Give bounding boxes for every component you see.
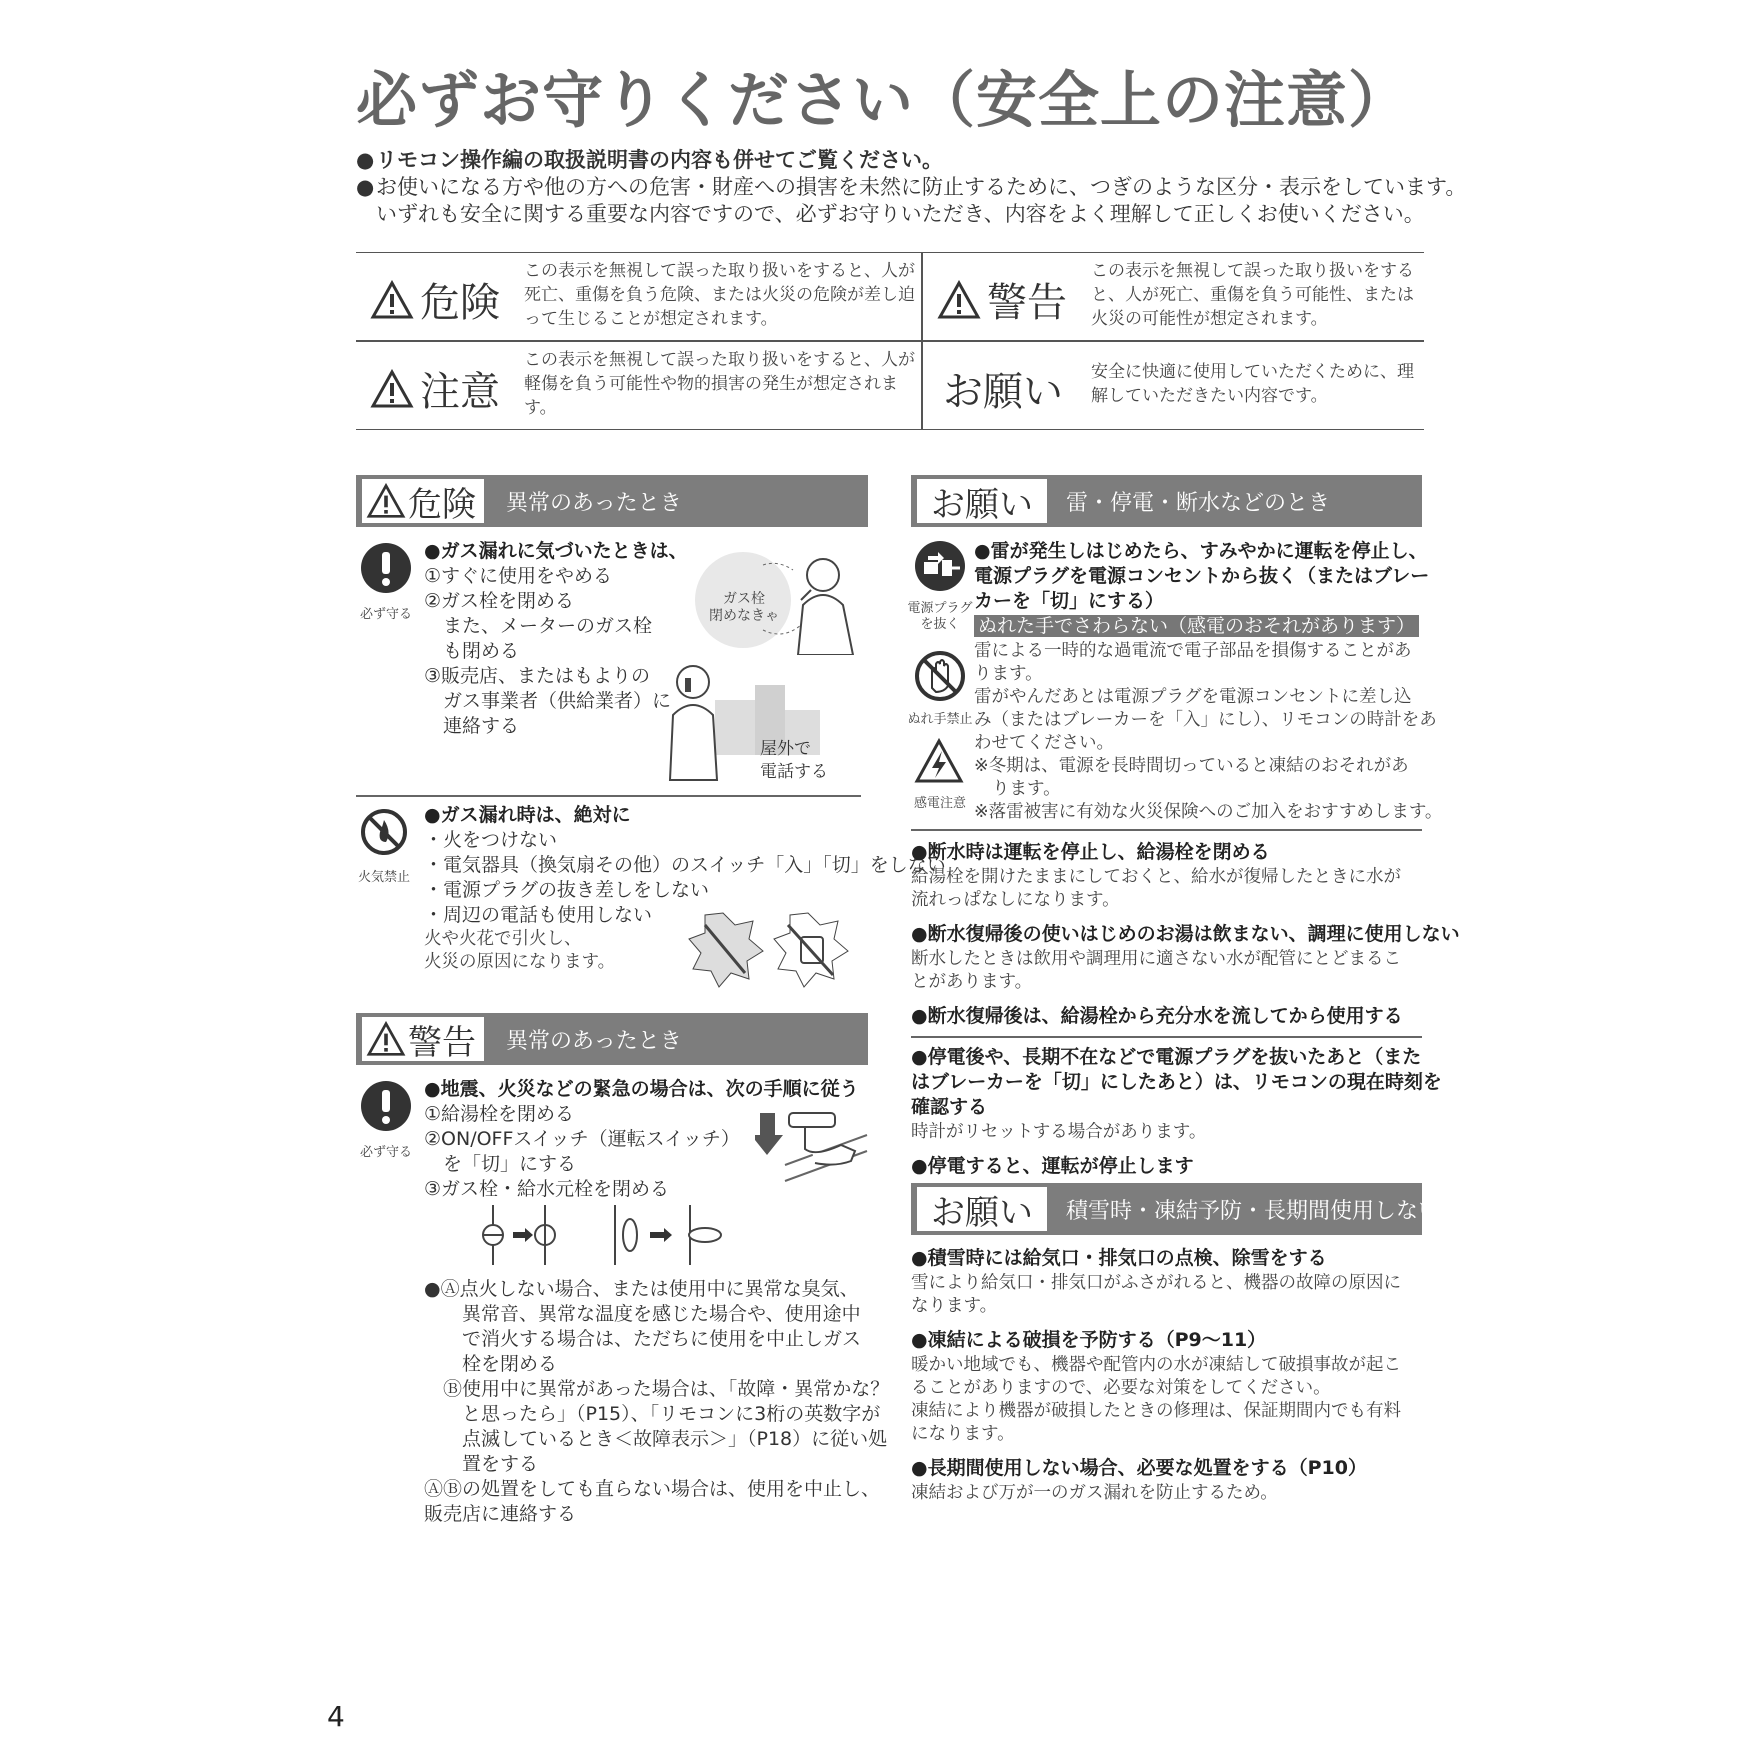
power-heading: はブレーカーを「切」にしたあと）は、リモコンの現在時刻を — [911, 1071, 1442, 1093]
legend-request: お願い 安全に快適に使用していただくために、理解していただきたい内容です。 — [923, 342, 1483, 428]
thunder-note: み（またはブレーカーを「入」にし）、リモコンの時計をあ — [974, 710, 1437, 730]
no-fire-icon — [360, 808, 408, 856]
water-cut-heading: ●断水時は運転を停止し、給湯栓を閉める — [911, 841, 1270, 863]
snow-note: 凍結および万が一のガス漏れを防止するため。 — [911, 1483, 1278, 1503]
snow-note: ることがありますので、必要な対策をしてください。 — [911, 1378, 1331, 1398]
no-fire-item: ・火をつけない — [424, 829, 558, 851]
abnormal-item: 販売店に連絡する — [424, 1503, 577, 1525]
warning-triangle-icon — [366, 483, 406, 519]
faucet-illustration — [755, 1105, 870, 1185]
signal-word-legend — [356, 252, 1424, 430]
warning-triangle-icon — [370, 280, 414, 320]
no-fire-item: ・電気器具（換気扇その他）のスイッチ「入」「切」をしない — [424, 854, 946, 876]
intro-line-3: いずれも安全に関する重要な内容ですので、必ずお守りいただき、内容をよく理解して正しくお使いください。 — [376, 202, 1425, 226]
electric-shock-icon — [914, 738, 964, 784]
gas-leak-step: ②ガス栓を閉める — [424, 590, 575, 612]
power-heading: 確認する — [911, 1096, 988, 1118]
no-fire-item: ・周辺の電話も使用しない — [424, 904, 653, 926]
legend-request-desc: 安全に快適に使用していただくために、理解していただきたい内容です。 — [1091, 362, 1414, 406]
snow-heading: ●凍結による破損を予防する（P9～11） — [911, 1329, 1267, 1351]
abnormal-item: 点滅しているとき＜故障表示＞」（P18）に従い処 — [462, 1428, 888, 1450]
divider — [356, 795, 861, 797]
gas-leak-step: ガス事業者（供給業者）に — [443, 690, 672, 712]
legend-caution: 注意 この表示を無視して誤った取り扱いをすると、人が軽傷を負う可能性や物的損害の発生が想定されます。 — [356, 342, 916, 428]
snow-heading: ●積雪時には給気口・排気口の点検、除雪をする — [911, 1247, 1327, 1269]
must-obey-caption: 必ず守る — [359, 1145, 412, 1160]
intro-line-1: ●リモコン操作編の取扱説明書の内容も併せてご覧ください。 — [356, 148, 943, 172]
water-cut-heading: ●断水復帰後の使いはじめのお湯は飲まない、調理に使用しない — [911, 923, 1460, 945]
intro-line-2: ●お使いになる方や他の方への危害・財産への損害を未然に防止するために、つぎのような区分・表示をしています。 — [356, 175, 1467, 199]
thunder-note: 雷による一時的な過電流で電子部品を損傷することがあ — [974, 641, 1412, 661]
speech-bubble-text: 閉めなきゃ — [709, 608, 779, 624]
outside-caption: 屋外で — [760, 739, 811, 759]
snow-note: 凍結により機器が破損したときの修理は、保証期間内でも有料 — [911, 1401, 1401, 1421]
abnormal-item: ⒶⒷの処置をしても直らない場合は、使用を中止し、 — [424, 1478, 881, 1500]
thunder-section-header: お願い 雷・停電・断水などのとき — [911, 475, 1422, 527]
legend-caution-desc: この表示を無視して誤った取り扱いをすると、人が軽傷を負う可能性や物的損害の発生が想定されます。 — [524, 350, 915, 418]
gas-leak-step: また、メーターのガス栓 — [443, 615, 653, 637]
must-obey-icon — [360, 542, 412, 594]
page-number: 4 — [327, 1700, 345, 1733]
abnormal-item: で消火する場合は、ただちに使用を中止しガス — [462, 1328, 862, 1350]
legend-danger-desc: この表示を無視して誤った取り扱いをすると、人が死亡、重傷を負う危険、または火災の危険が差し迫って生じることが想定されます。 — [524, 261, 915, 329]
power-note: 時計がリセットする場合があります。 — [911, 1122, 1207, 1142]
snow-note: になります。 — [911, 1424, 1015, 1444]
water-cut-note: とがあります。 — [911, 972, 1033, 992]
abnormal-item: 栓を閉める — [462, 1353, 558, 1375]
thunder-note: ります。 — [992, 779, 1061, 799]
thunder-heading: 電源プラグを電源コンセントから抜く（またはブレー — [974, 565, 1430, 587]
unplug-caption: を抜く — [920, 617, 960, 632]
no-fire-note: 火災の原因になります。 — [424, 952, 616, 972]
no-fire-heading: ●ガス漏れ時は、絶対に — [424, 804, 631, 826]
water-cut-note: 流れっぱなしになります。 — [911, 890, 1120, 910]
must-obey-icon — [360, 1080, 412, 1132]
unplug-icon — [914, 540, 966, 592]
no-fire-note: 火や火花で引火し、 — [424, 929, 582, 949]
warning-triangle-icon — [370, 369, 414, 409]
gas-leak-step: ①すぐに使用をやめる — [424, 565, 613, 587]
snow-note: 暖かい地域でも、機器や配管内の水が凍結して破損事故が起こ — [911, 1355, 1401, 1375]
unplug-caption: 電源プラグ — [907, 601, 973, 616]
snow-section-header: お願い 積雪時・凍結予防・長期間使用しないとき — [911, 1183, 1422, 1235]
gas-leak-step: 連絡する — [443, 715, 520, 737]
legend-warning-desc: この表示を無視して誤った取り扱いをすると、人が死亡、重傷を負う可能性、または火災の可能性が想定されます。 — [1091, 261, 1414, 329]
snow-heading: ●長期間使用しない場合、必要な処置をする（P10） — [911, 1457, 1367, 1479]
thunder-heading: ●雷が発生しはじめたら、すみやかに運転を停止し、 — [974, 540, 1428, 562]
abnormal-item: と思ったら」（P15）、「リモコンに3桁の英数字が — [462, 1403, 881, 1425]
power-heading: ●停電すると、運転が停止します — [911, 1155, 1194, 1177]
warning-triangle-icon — [937, 280, 981, 320]
no-wet-hands-icon — [914, 650, 966, 702]
snow-note: 雪により給気口・排気口がふさがれると、機器の故障の原因に — [911, 1273, 1401, 1293]
divider — [911, 829, 1422, 831]
thunder-note: ※落雷被害に有効な火災保険へのご加入をおすすめします。 — [974, 802, 1443, 822]
snow-note: なります。 — [911, 1296, 998, 1316]
divider — [911, 1036, 1422, 1038]
abnormal-item: 異常音、異常な温度を感じた場合や、使用途中 — [462, 1303, 861, 1325]
thunder-note: ります。 — [974, 664, 1043, 684]
page-title: 必ずお守りください（安全上の注意） — [356, 65, 1411, 136]
water-cut-heading: ●断水復帰後は、給湯栓から充分水を流してから使用する — [911, 1005, 1403, 1027]
emergency-step: ①給湯栓を閉める — [424, 1103, 575, 1125]
abnormal-item: 置をする — [462, 1453, 539, 1475]
thunder-note: わせてください。 — [974, 733, 1114, 753]
warning-section-header: 警告 異常のあったとき — [356, 1013, 868, 1065]
emergency-step: ②ON/OFFスイッチ（運転スイッチ） — [424, 1128, 740, 1150]
water-cut-note: 給湯栓を開けたままにしておくと、給水が復帰したときに水が — [911, 867, 1401, 887]
spark-hazard-illustration — [683, 903, 858, 993]
legend-danger: 危険 この表示を無視して誤った取り扱いをすると、人が死亡、重傷を負う危険、または火災の危険が差し迫って生じることが想定されます。 — [356, 253, 916, 339]
valve-closing-diagram — [475, 1205, 735, 1265]
thunder-note: 雷がやんだあとは電源プラグを電源コンセントに差し込 — [974, 687, 1412, 707]
outside-caption: 電話する — [760, 762, 828, 782]
legend-warning: 警告 この表示を無視して誤った取り扱いをすると、人が死亡、重傷を負う可能性、または火災の可能性が想定されます。 — [923, 253, 1483, 339]
thunder-heading: カーを「切」にする） — [974, 590, 1165, 612]
emergency-step: ③ガス栓・給水元栓を閉める — [424, 1178, 670, 1200]
wet-hands-warning: ぬれた手でさわらない（感電のおそれがあります） — [974, 614, 1419, 639]
speech-bubble-text: ガス栓 — [723, 591, 765, 607]
electric-shock-caption: 感電注意 — [913, 796, 966, 811]
abnormal-item: ●Ⓐ点火しない場合、または使用中に異常な臭気、 — [424, 1278, 859, 1300]
must-obey-caption: 必ず守る — [359, 607, 412, 622]
gas-leak-heading: ●ガス漏れに気づいたときは、 — [424, 540, 688, 562]
abnormal-item: Ⓑ使用中に異常があった場合は、「故障・異常かな？ — [443, 1378, 890, 1400]
water-cut-note: 断水したときは飲用や調理用に適さない水が配管にとどまるこ — [911, 949, 1401, 969]
thunder-note: ※冬期は、電源を長時間切っていると凍結のおそれがあ — [974, 756, 1409, 776]
no-wet-hands-caption: ぬれ手禁止 — [907, 712, 973, 727]
warning-triangle-icon — [366, 1021, 406, 1057]
power-heading: ●停電後や、長期不在などで電源プラグを抜いたあと（また — [911, 1046, 1422, 1068]
danger-section-header: 危険 異常のあったとき — [356, 475, 868, 527]
emergency-step: を「切」にする — [443, 1153, 577, 1175]
no-fire-caption: 火気禁止 — [357, 870, 410, 885]
no-fire-item: ・電源プラグの抜き差しをしない — [424, 879, 710, 901]
gas-leak-step: ③販売店、またはもよりの — [424, 665, 651, 687]
emergency-heading: ●地震、火災などの緊急の場合は、次の手順に従う — [424, 1078, 859, 1100]
gas-leak-step: も閉める — [443, 640, 520, 662]
